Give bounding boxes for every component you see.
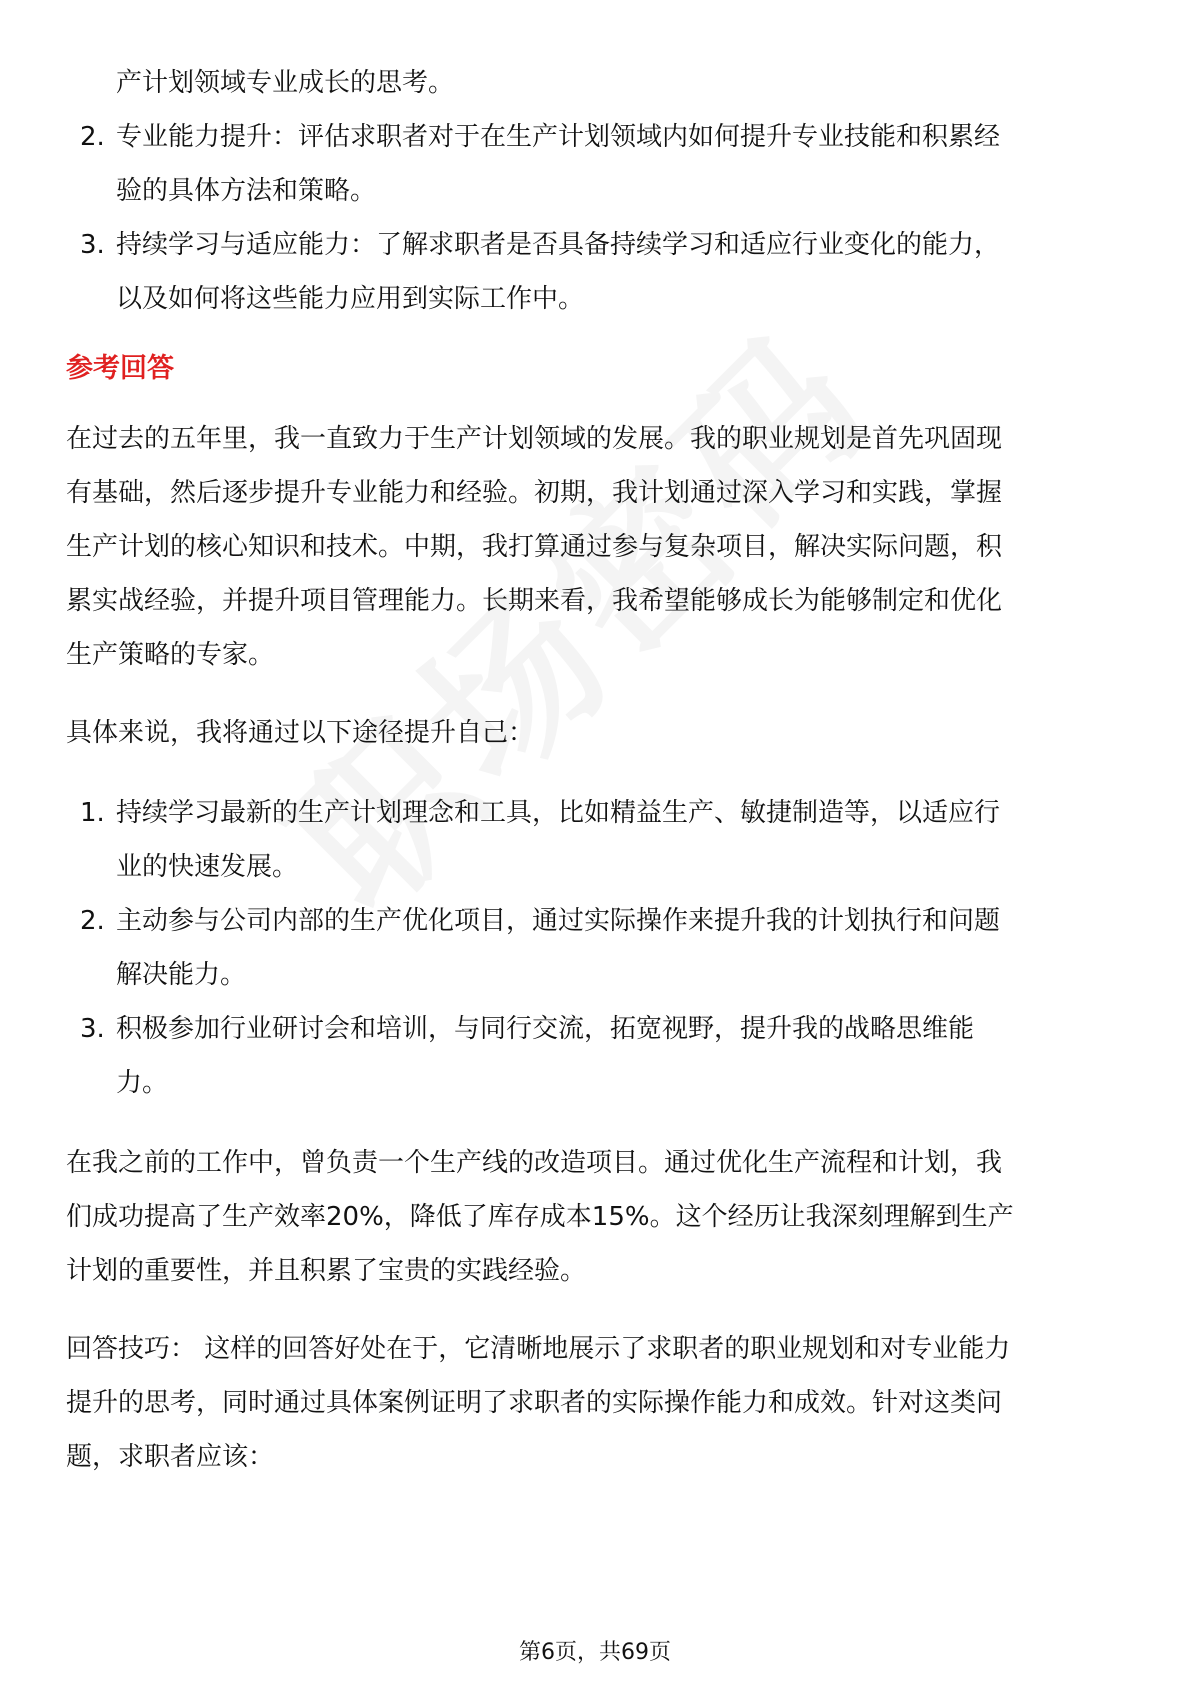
paragraph-line: 生产策略的专家。 xyxy=(66,640,275,670)
list-item-line: 力。 xyxy=(116,1068,169,1098)
paragraph-line: 计划的重要性，并且积累了宝贵的实践经验。 xyxy=(66,1256,587,1286)
list-number: 3. xyxy=(80,230,105,260)
list-item-line: 持续学习最新的生产计划理念和工具，比如精益生产、敏捷制造等，以适应行 xyxy=(116,798,1001,828)
list-item-line: 专业能力提升：评估求职者对于在生产计划领域内如何提升专业技能和积累经 xyxy=(116,122,1001,152)
paragraph-line: 有基础，然后逐步提升专业能力和经验。初期，我计划通过深入学习和实践，掌握 xyxy=(66,478,1003,508)
list-item-continuation: 产计划领域专业成长的思考。 xyxy=(116,68,455,98)
list-item-line: 解决能力。 xyxy=(116,960,247,990)
paragraph-line: 提升的思考，同时通过具体案例证明了求职者的实际操作能力和成效。针对这类问 xyxy=(66,1388,1003,1418)
list-item-line: 以及如何将这些能力应用到实际工作中。 xyxy=(116,284,585,314)
paragraph-line: 累实战经验，并提升项目管理能力。长期来看，我希望能够成长为能够制定和优化 xyxy=(66,586,1003,616)
paragraph-line: 题，求职者应该： xyxy=(66,1442,275,1472)
paragraph-line: 生产计划的核心知识和技术。中期，我打算通过参与复杂项目，解决实际问题，积 xyxy=(66,532,1003,562)
list-item-line: 主动参与公司内部的生产优化项目，通过实际操作来提升我的计划执行和问题 xyxy=(116,906,1001,936)
list-number: 2. xyxy=(80,122,105,152)
list-number: 3. xyxy=(80,1014,105,1044)
paragraph-line: 在过去的五年里，我一直致力于生产计划领域的发展。我的职业规划是首先巩固现 xyxy=(66,424,1003,454)
section-heading: 参考回答 xyxy=(66,353,174,384)
list-item-line: 积极参加行业研讨会和培训，与同行交流，拓宽视野，提升我的战略思维能 xyxy=(116,1014,975,1044)
page-number: 第6页，共69页 xyxy=(519,1640,671,1665)
list-item-line: 持续学习与适应能力：了解求职者是否具备持续学习和适应行业变化的能力， xyxy=(116,230,1001,260)
paragraph-line: 在我之前的工作中，曾负责一个生产线的改造项目。通过优化生产流程和计划，我 xyxy=(66,1148,1003,1178)
paragraph-line: 们成功提高了生产效率20%，降低了库存成本15%。这个经历让我深刻理解到生产 xyxy=(66,1202,1014,1232)
list-number: 2. xyxy=(80,906,105,936)
list-item-line: 业的快速发展。 xyxy=(116,852,299,882)
list-number: 1. xyxy=(80,798,105,828)
paragraph-line: 回答技巧： 这样的回答好处在于，它清晰地展示了求职者的职业规划和对专业能力 xyxy=(66,1334,1011,1364)
list-item-line: 验的具体方法和策略。 xyxy=(116,176,377,206)
paragraph-line: 具体来说，我将通过以下途径提升自己： xyxy=(66,718,535,748)
